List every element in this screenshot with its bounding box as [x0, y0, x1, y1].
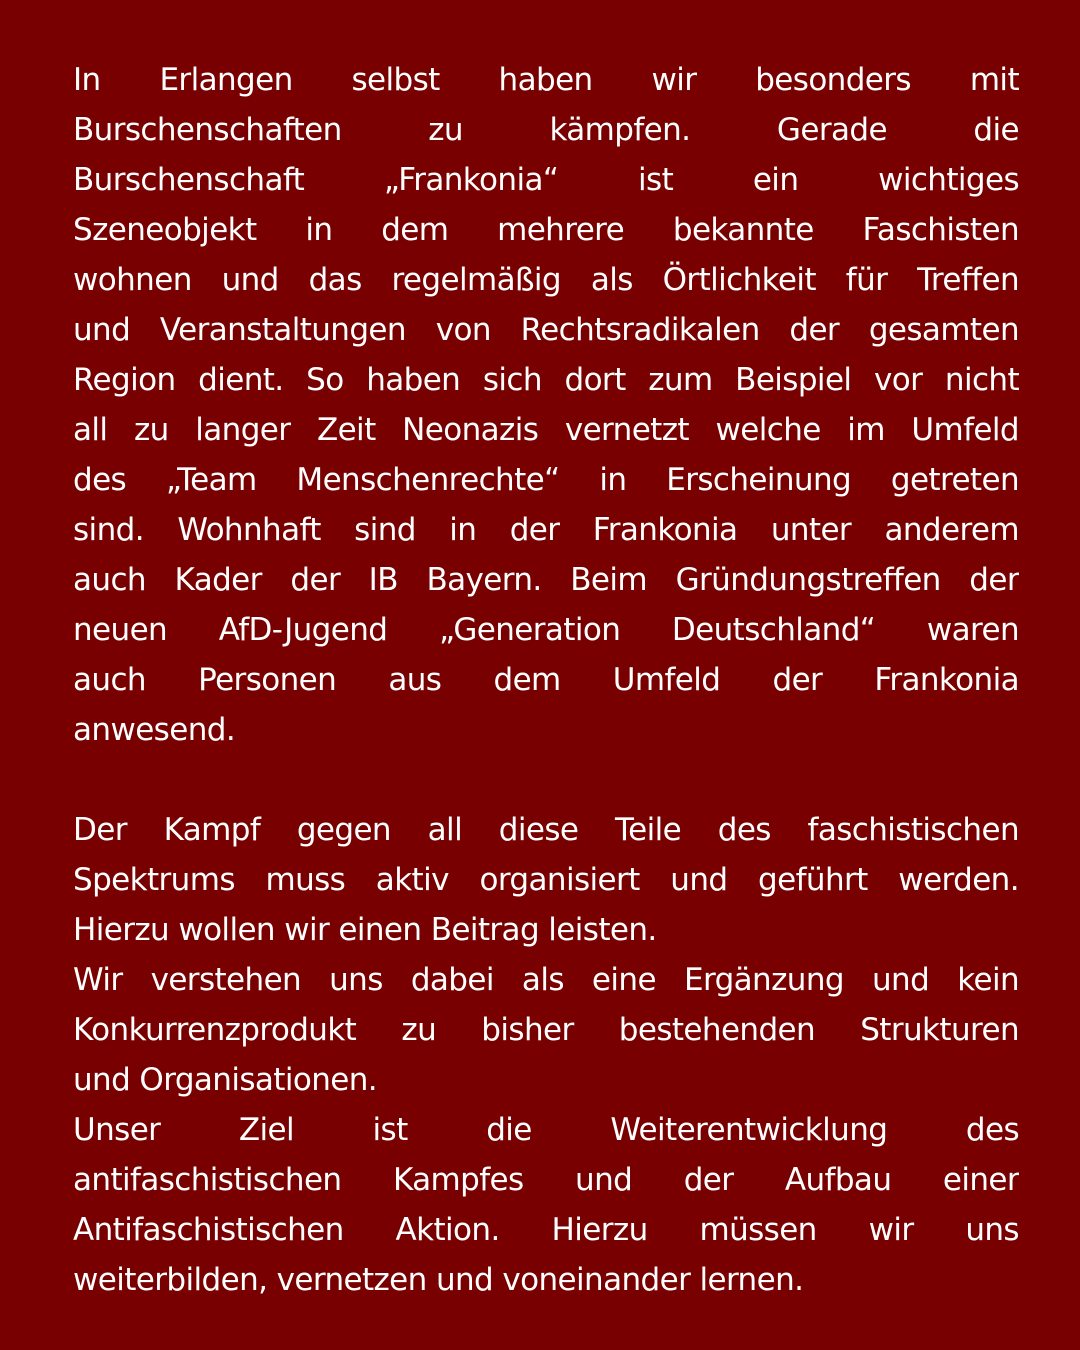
text-line: antifaschistischen Kampfes und der Aufbau einer: [73, 1162, 1019, 1198]
text-line: Unser Ziel ist die Weiterentwicklung des: [73, 1112, 1019, 1148]
text-line: Region dient. So haben sich dort zum Beispiel vor nicht: [73, 362, 1019, 398]
text-line: auch Personen aus dem Umfeld der Frankonia: [73, 662, 1019, 698]
text-line: Hierzu wollen wir einen Beitrag leisten.: [73, 912, 657, 948]
text-line: anwesend.: [73, 712, 236, 748]
text-line: und Veranstaltungen von Rechtsradikalen der gesamten: [73, 312, 1019, 348]
paragraph-frankonia: [73, 55, 1019, 755]
text-line: Burschenschaften zu kämpfen. Gerade die: [73, 112, 1019, 148]
paragraph-spacer: [73, 755, 1019, 805]
text-line: Antifaschistischen Aktion. Hierzu müssen wir uns: [73, 1212, 1019, 1248]
text-line: neuen AfD-Jugend „Generation Deutschland“ waren: [73, 612, 1019, 648]
text-line: auch Kader der IB Bayern. Beim Gründungstreffen der: [73, 562, 1019, 598]
text-line: Spektrums muss aktiv organisiert und geführt werden.: [73, 862, 1019, 898]
text-line: In Erlangen selbst haben wir besonders mit: [73, 62, 1019, 98]
text-line: sind. Wohnhaft sind in der Frankonia unter anderem: [73, 512, 1019, 548]
text-line: wohnen und das regelmäßig als Örtlichkeit für Treffen: [73, 262, 1019, 298]
text-line: all zu langer Zeit Neonazis vernetzt welche im Umfeld: [73, 412, 1019, 448]
text-line: des „Team Menschenrechte“ in Erscheinung getreten: [73, 462, 1019, 498]
text-line: und Organisationen.: [73, 1062, 378, 1098]
paragraph-kampf: [73, 805, 1019, 955]
paragraph-ziel: [73, 1105, 1019, 1305]
text-line: weiterbilden, vernetzen und voneinander lernen.: [73, 1262, 804, 1298]
document-body: [73, 55, 1019, 1305]
text-line: Wir verstehen uns dabei als eine Ergänzung und kein: [73, 962, 1019, 998]
text-line: Burschenschaft „Frankonia“ ist ein wichtiges: [73, 162, 1019, 198]
text-line: Der Kampf gegen all diese Teile des faschistischen: [73, 812, 1019, 848]
text-line: Konkurrenzprodukt zu bisher bestehenden Strukturen: [73, 1012, 1019, 1048]
paragraph-ergaenzung: [73, 955, 1019, 1105]
text-line: Szeneobjekt in dem mehrere bekannte Faschisten: [73, 212, 1019, 248]
